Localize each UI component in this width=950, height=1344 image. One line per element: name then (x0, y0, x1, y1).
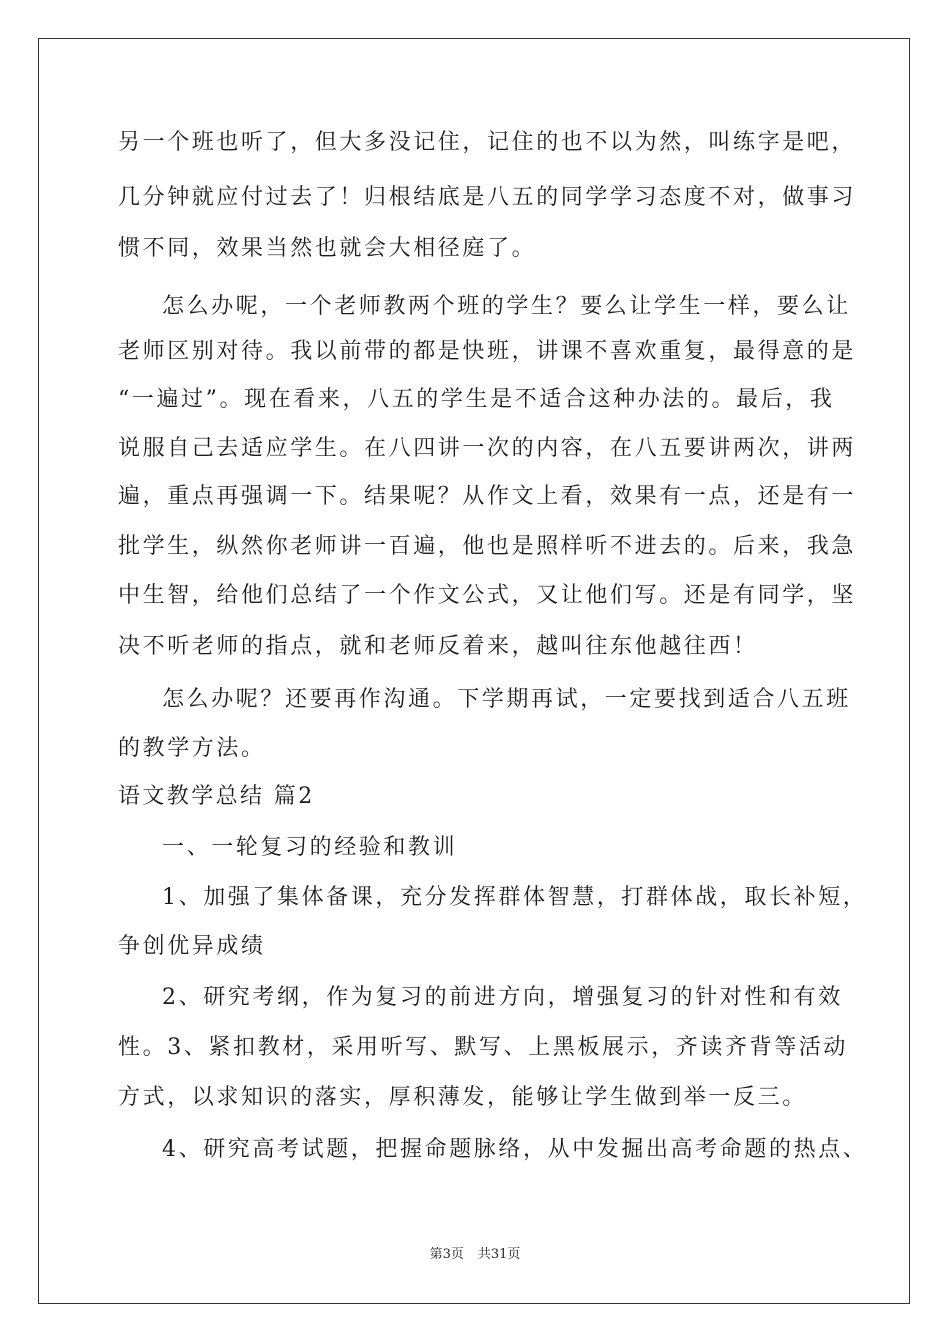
paragraph-line: 决不听老师的指点，就和老师反着来，越叫往东他越往西！ (118, 634, 758, 659)
paragraph-line: 性。3、紧扣教材，采用听写、默写、上黑板展示，齐读齐背等活动 (118, 1035, 848, 1060)
paragraph-line: “一遍过”。现在看来，八五的学生是不适合这种办法的。最后，我 (118, 387, 835, 412)
paragraph-line: 的教学方法。 (118, 736, 266, 761)
paragraph-line: 遍，重点再强调一下。结果呢？从作文上看，效果有一点，还是有一 (118, 484, 857, 509)
subsection-heading: 一、一轮复习的经验和教训 (162, 835, 458, 860)
paragraph-line: 怎么办呢，一个老师教两个班的学生？要么让学生一样，要么让 (162, 294, 851, 319)
paragraph-line: 惯不同，效果当然也就会大相径庭了。 (118, 236, 537, 261)
paragraph-line: 几分钟就应付过去了！归根结底是八五的同学学习态度不对，做事习 (118, 185, 857, 210)
paragraph-line: 争创优异成绩 (118, 934, 266, 959)
paragraph-line: 怎么办呢？还要再作沟通。下学期再试，一定要找到适合八五班 (162, 687, 851, 712)
paragraph-line: 1、加强了集体备课，充分发挥群体智慧，打群体战，取长补短， (162, 885, 868, 910)
page-border (38, 38, 910, 1304)
paragraph-line: 说服自己去适应学生。在八四讲一次的内容，在八五要讲两次，讲两 (118, 436, 857, 461)
paragraph-line: 方式，以求知识的落实，厚积薄发，能够让学生做到举一反三。 (118, 1085, 807, 1110)
page-number: 第3页 (429, 1247, 464, 1262)
page-footer (0, 1246, 950, 1264)
page-total: 共31页 (477, 1247, 521, 1262)
paragraph-line: 4、研究高考试题，把握命题脉络，从中发掘出高考命题的热点、 (162, 1137, 868, 1162)
paragraph-line: 批学生，纵然你老师讲一百遍，他也是照样听不进去的。后来，我急 (118, 534, 857, 559)
paragraph-line: 另一个班也听了，但大多没记住，记住的也不以为然，叫练字是吧， (118, 130, 857, 155)
paragraph-line: 中生智，给他们总结了一个作文公式，又让他们写。还是有同学，坚 (118, 583, 857, 608)
paragraph-line: 老师区别对待。我以前带的都是快班，讲课不喜欢重复，最得意的是 (118, 339, 857, 364)
section-heading: 语文教学总结 篇2 (118, 784, 315, 809)
paragraph-line: 2、研究考纲，作为复习的前进方向，增强复习的针对性和有效 (162, 985, 843, 1010)
